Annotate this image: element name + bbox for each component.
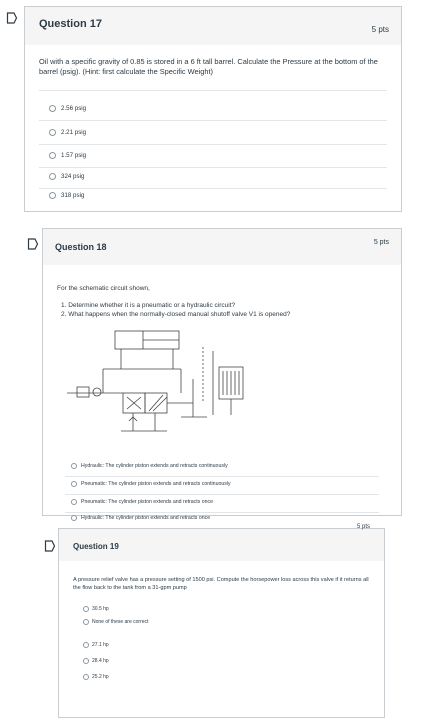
option-label: 324 psig bbox=[61, 173, 85, 180]
radio-button[interactable] bbox=[49, 152, 56, 159]
question-19-option-3[interactable] bbox=[83, 642, 109, 648]
question-19-option-5[interactable] bbox=[83, 674, 109, 680]
option-label: Pneumatic: The cylinder piston extends and retracts once bbox=[81, 499, 213, 505]
step-2: 2. What happens when the normally-closed manual shutoff valve V1 is opened? bbox=[61, 311, 291, 319]
question-17-option-5[interactable] bbox=[49, 192, 84, 199]
question-19-body bbox=[59, 561, 384, 717]
hydraulic-circuit-schematic bbox=[63, 327, 273, 439]
question-19-option-4[interactable] bbox=[83, 658, 109, 664]
radio-button[interactable] bbox=[83, 658, 89, 664]
question-17-body bbox=[25, 45, 401, 211]
question-17-card bbox=[24, 6, 402, 212]
question-17-option-1[interactable] bbox=[49, 105, 86, 112]
option-label: Hydraulic: The cylinder piston extends and retracts continuously bbox=[81, 463, 228, 469]
radio-button[interactable] bbox=[71, 499, 77, 505]
option-divider bbox=[65, 512, 379, 513]
question-18-option-3[interactable] bbox=[71, 499, 213, 505]
radio-button[interactable] bbox=[49, 192, 56, 199]
option-divider bbox=[39, 120, 387, 121]
radio-button[interactable] bbox=[71, 481, 77, 487]
radio-button[interactable] bbox=[83, 674, 89, 680]
step-1: 1. Determine whether it is a pneumatic or a hydraulic circuit? bbox=[61, 302, 236, 309]
question-18-intro: For the schematic circuit shown, bbox=[57, 285, 150, 292]
question-19-title: Question 19 bbox=[73, 542, 119, 551]
option-label: 2.21 psig bbox=[61, 129, 87, 136]
option-label: 25.2 hp bbox=[92, 674, 109, 680]
option-label: None of these are correct bbox=[92, 619, 149, 625]
option-label: Pneumatic: The cylinder piston extends and retracts continuously bbox=[81, 481, 231, 487]
question-19-option-1[interactable] bbox=[83, 606, 109, 612]
question-19-header bbox=[59, 524, 384, 562]
question-18-title: Question 18 bbox=[55, 242, 107, 252]
question-17-option-3[interactable] bbox=[49, 152, 86, 159]
option-divider bbox=[39, 188, 387, 189]
question-18-option-2[interactable] bbox=[71, 481, 231, 487]
radio-button[interactable] bbox=[49, 129, 56, 136]
option-label: 28.4 hp bbox=[92, 658, 109, 664]
flag-question-17-icon[interactable] bbox=[6, 12, 18, 24]
radio-button[interactable] bbox=[71, 515, 77, 521]
radio-button[interactable] bbox=[83, 606, 89, 612]
radio-button[interactable] bbox=[71, 463, 77, 469]
question-19-option-2[interactable] bbox=[83, 619, 148, 625]
option-label: 30.5 hp bbox=[92, 606, 109, 612]
question-17-points: 5 pts bbox=[371, 25, 389, 34]
radio-button[interactable] bbox=[49, 173, 56, 180]
radio-button[interactable] bbox=[83, 619, 89, 625]
radio-button[interactable] bbox=[83, 642, 89, 648]
question-19-text: A pressure relief valve has a pressure setting of 1500 psi. Compute the horsepower loss across this valve if it returns all the flow back to the tank from a 31-gpm pump bbox=[73, 577, 369, 591]
question-19-points: 5 pts bbox=[356, 524, 370, 530]
question-18-option-1[interactable] bbox=[71, 463, 228, 469]
option-divider bbox=[39, 144, 387, 145]
option-label: 27.1 hp bbox=[92, 642, 109, 648]
flag-question-19-icon[interactable] bbox=[44, 540, 56, 552]
flag-question-18-icon[interactable] bbox=[27, 238, 39, 250]
option-label: Hydraulic: The cylinder piston extends and retracts once bbox=[81, 515, 211, 521]
option-label: 2.56 psig bbox=[61, 105, 87, 112]
option-label: 1.57 psig bbox=[61, 152, 87, 159]
question-18-card bbox=[42, 228, 402, 521]
question-17-divider bbox=[39, 90, 387, 91]
option-divider bbox=[65, 494, 379, 495]
option-divider bbox=[39, 167, 387, 168]
radio-button[interactable] bbox=[49, 105, 56, 112]
question-18-body bbox=[43, 265, 401, 521]
question-18-steps bbox=[61, 301, 290, 320]
question-18-header bbox=[43, 229, 401, 266]
question-17-option-4[interactable] bbox=[49, 173, 84, 180]
question-18-option-4[interactable] bbox=[71, 515, 210, 521]
question-18-points: 5 pts bbox=[373, 239, 389, 246]
option-label: 318 psig bbox=[61, 192, 85, 199]
question-17-title: Question 17 bbox=[39, 18, 102, 30]
question-17-text: Oil with a specific gravity of 0.85 is stored in a 6 ft tall barrel. Calculate the Pressure at the bottom of the barrel (psig). (Hint: first calculate the Specific Weight) bbox=[39, 57, 378, 76]
question-17-header bbox=[25, 7, 401, 46]
question-17-option-2[interactable] bbox=[49, 129, 86, 136]
question-19-card bbox=[58, 524, 385, 718]
option-divider bbox=[65, 476, 379, 477]
